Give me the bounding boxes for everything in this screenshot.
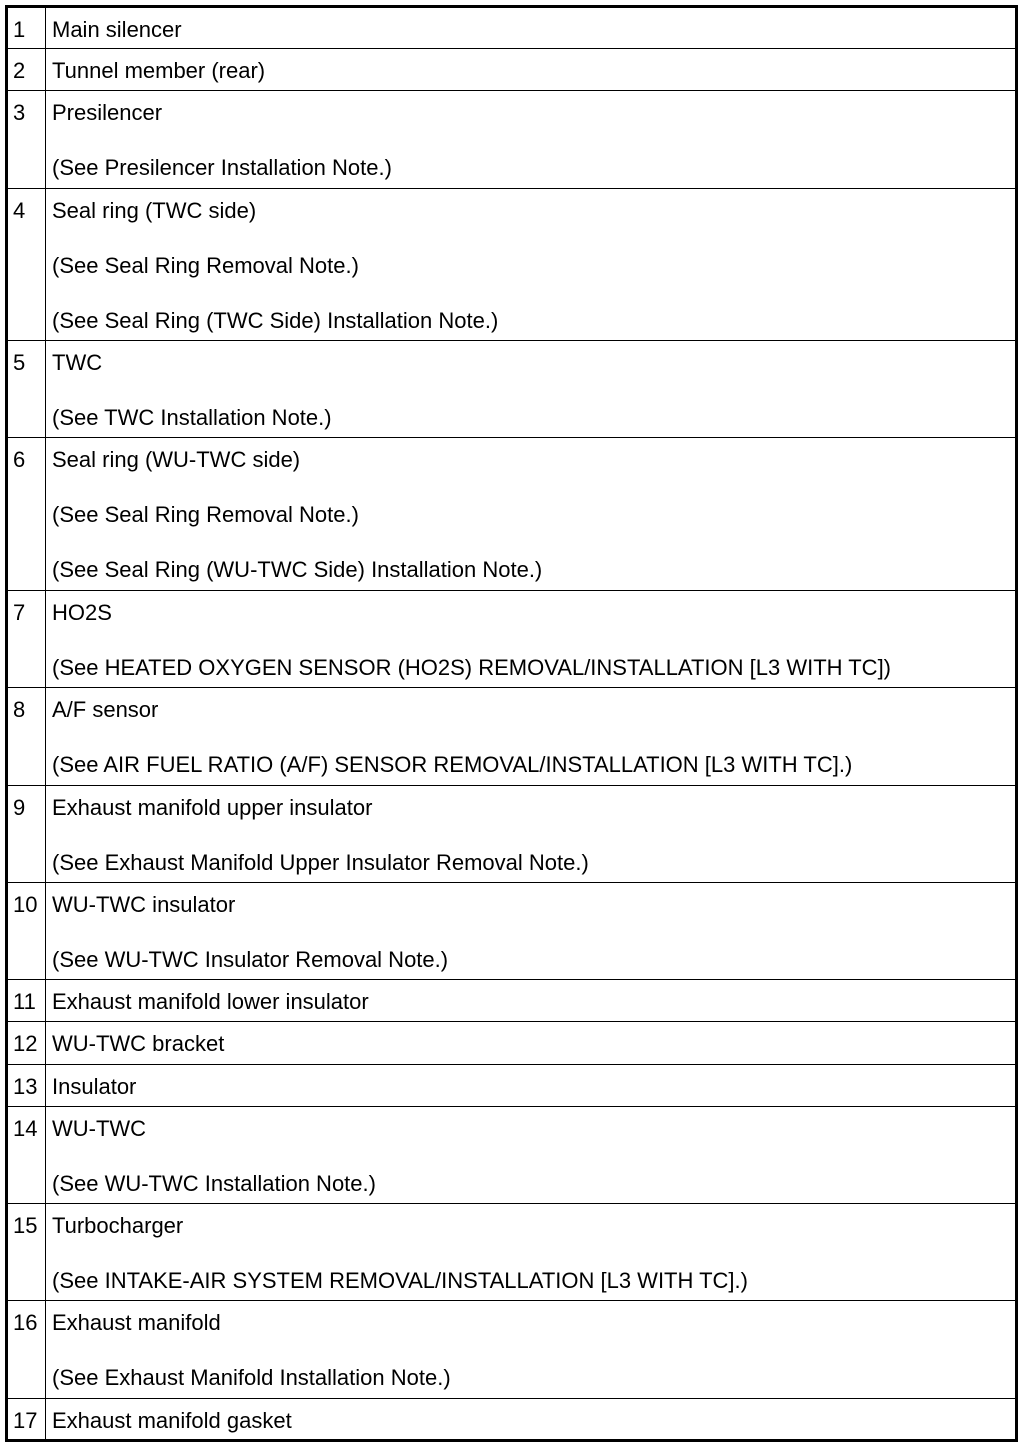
reference-note: (See Seal Ring Removal Note.) <box>52 252 359 278</box>
parts-table <box>5 5 1018 1442</box>
item-number: 5 <box>7 341 46 438</box>
item-number: 11 <box>7 980 46 1022</box>
item-description <box>46 1204 1017 1301</box>
table-row <box>7 1204 1017 1301</box>
item-number: 2 <box>7 49 46 91</box>
item-description <box>46 1106 1017 1203</box>
table-row <box>7 91 1017 188</box>
reference-note: (See WU-TWC Installation Note.) <box>52 1170 376 1196</box>
item-description <box>46 188 1017 341</box>
parts-table-body <box>7 7 1017 1441</box>
table-row <box>7 591 1017 688</box>
item-number: 8 <box>7 688 46 785</box>
item-number: 14 <box>7 1106 46 1203</box>
part-name: Turbocharger <box>52 1213 184 1239</box>
part-name: Tunnel member (rear) <box>52 58 266 84</box>
table-row <box>7 438 1017 591</box>
item-description <box>46 980 1017 1022</box>
part-name: WU-TWC insulator <box>52 891 236 917</box>
reference-note: (See Seal Ring (TWC Side) Installation Note.) <box>52 307 499 333</box>
table-row <box>7 1106 1017 1203</box>
reference-note: (See INTAKE-AIR SYSTEM REMOVAL/INSTALLATION [L3 WITH TC].) <box>52 1268 748 1294</box>
part-name: A/F sensor <box>52 697 159 723</box>
part-name: Exhaust manifold upper insulator <box>52 794 373 820</box>
reference-note: (See Presilencer Installation Note.) <box>52 155 392 181</box>
reference-note: (See TWC Installation Note.) <box>52 405 332 431</box>
item-description <box>46 591 1017 688</box>
item-description <box>46 7 1017 49</box>
part-name: TWC <box>52 350 103 376</box>
item-description <box>46 438 1017 591</box>
reference-note: (See AIR FUEL RATIO (A/F) SENSOR REMOVAL/INSTALLATION [L3 WITH TC].) <box>52 752 853 778</box>
table-row <box>7 188 1017 341</box>
part-name: HO2S <box>52 600 112 625</box>
table-row <box>7 882 1017 979</box>
item-number: 6 <box>7 438 46 591</box>
item-number: 17 <box>7 1398 46 1440</box>
item-number: 4 <box>7 188 46 341</box>
table-row <box>7 1301 1017 1398</box>
part-name: Presilencer <box>52 100 163 126</box>
item-description <box>46 785 1017 882</box>
item-description <box>46 49 1017 91</box>
part-name: WU-TWC <box>52 1115 147 1141</box>
item-number: 13 <box>7 1064 46 1106</box>
item-number: 3 <box>7 91 46 188</box>
reference-note: (See Exhaust Manifold Upper Insulator Removal Note.) <box>52 849 589 875</box>
part-name: Main silencer <box>52 17 182 42</box>
table-row <box>7 980 1017 1022</box>
item-description <box>46 1022 1017 1064</box>
table-row <box>7 785 1017 882</box>
item-number: 16 <box>7 1301 46 1398</box>
item-number: 7 <box>7 591 46 688</box>
item-description <box>46 882 1017 979</box>
table-row <box>7 1064 1017 1106</box>
table-row <box>7 1022 1017 1064</box>
reference-note: (See HEATED OXYGEN SENSOR (HO2S) REMOVAL/INSTALLATION [L3 WITH TC]) <box>52 655 892 680</box>
item-description <box>46 91 1017 188</box>
part-name: Seal ring (WU-TWC side) <box>52 447 301 473</box>
part-name: Exhaust manifold <box>52 1310 221 1336</box>
reference-note: (See Seal Ring Removal Note.) <box>52 502 359 528</box>
part-name: Exhaust manifold lower insulator <box>52 989 369 1015</box>
item-number: 1 <box>7 7 46 49</box>
part-name: WU-TWC bracket <box>52 1031 225 1057</box>
table-row <box>7 341 1017 438</box>
item-description <box>46 688 1017 785</box>
table-row <box>7 49 1017 91</box>
item-description <box>46 341 1017 438</box>
table-row <box>7 1398 1017 1440</box>
reference-note: (See Seal Ring (WU-TWC Side) Installation Note.) <box>52 557 543 583</box>
part-name: Exhaust manifold gasket <box>52 1407 292 1433</box>
part-name: Insulator <box>52 1073 137 1099</box>
reference-note: (See Exhaust Manifold Installation Note.) <box>52 1365 451 1391</box>
item-number: 15 <box>7 1204 46 1301</box>
item-description <box>46 1064 1017 1106</box>
part-name: Seal ring (TWC side) <box>52 197 257 223</box>
item-description <box>46 1398 1017 1440</box>
item-number: 9 <box>7 785 46 882</box>
item-description <box>46 1301 1017 1398</box>
item-number: 12 <box>7 1022 46 1064</box>
reference-note: (See WU-TWC Insulator Removal Note.) <box>52 946 449 972</box>
table-row <box>7 7 1017 49</box>
item-number: 10 <box>7 882 46 979</box>
table-row <box>7 688 1017 785</box>
